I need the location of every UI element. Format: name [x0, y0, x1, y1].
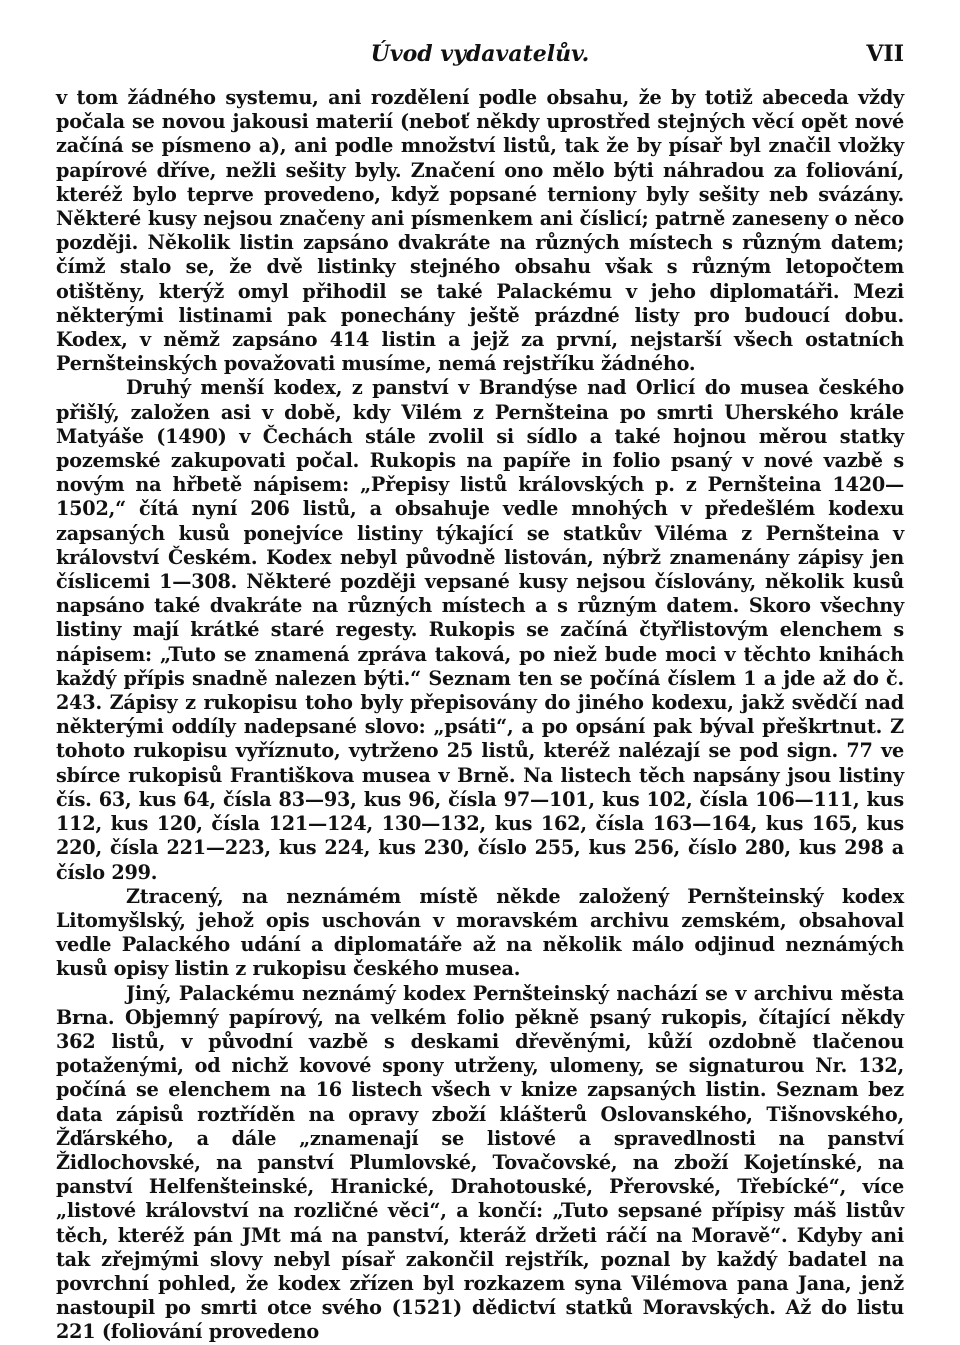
- paragraph-2: Druhý menší kodex, z panství v Brandýse nad Orlicí do musea českého přišlý, založen asi v době, kdy Vilém z Pernšteina po smrti Uherského krále Matyáše (1490) v Čechách stále zvolil si sídlo a také hojnou měrou statky pozemské zakupovati počal. Rukopis na papíře in folio psaný v nové vazbě s novým na hřbetě nápisem: „Přepisy listů královských p. z Pernšteina 1420—1502,“ čítá nyní 206 listů, a obsahuje vedle mnohých v předešlém kodexu zapsaných kusů ponejvíce listiny týkající se statkův Viléma z Pernšteina v království Českém. Kodex nebyl původně listován, nýbrž znamenány zápisy jen číslicemi 1—308. Některé později vepsané kusy nejsou číslovány, několik kusů napsáno také dvakráte na různých místech a s různým datem. Skoro všechny listiny mají krátké staré regesty. Rukopis se začíná čtyřlistovým elenchem s nápisem: „Tuto se znamená zpráva taková, po niež bude moci v těchto knihách každý přípis snadně nalezen býti.“ Seznam ten se počíná číslem 1 a jde až do č. 243. Zápisy z rukopisu toho byly přepisovány do jiného kodexu, jakž svědčí nad některými oddíly nadepsané slovo: „psáti“, a po opsání pak býval přeškrtnut. Z tohoto rukopisu vyříznuto, vytrženo 25 listů, kteréž nalézají se pod sign. 77 ve sbírce rukopisů Františkova musea v Brně. Na listech těch napsány jsou listiny čís. 63, kus 64, čísla 83—93, kus 96, čísla 97—101, kus 102, čísla 106—111, kus 112, kus 120, čísla 121—124, 130—132, kus 162, čísla 163—164, kus 165, kus 220, čísla 221—223, kus 224, kus 230, číslo 255, kus 256, číslo 280, kus 298 a číslo 299.: [56, 376, 904, 884]
- running-head: [56, 36, 904, 72]
- paragraph-1: v tom žádného systemu, ani rozdělení podle obsahu, že by totiž abeceda vždy počala se novou jakousi materií (neboť někdy uprostřed stejných věcí opět nové začíná se písmeno a), ani podle množství listů, tak že by písař byl značil vložky papírové dříve, nežli sešity byly. Značení ono mělo býti náhradou za foliování, kteréž bylo teprve provedeno, když popsané terniony byly sešity neb svázány. Některé kusy nejsou značeny ani písmenkem ani číslicí; patrně zaneseny o něco později. Několik listin zapsáno dvakráte na různých místech s různým datem; čímž stalo se, že dvě listinky stejného obsahu však s různým letopočtem otištěny, kterýž omyl přihodil se také Palackému v jeho diplomatáři. Mezi některými listinami pak ponechány ještě prázdné listy pro budoucí dobu. Kodex, v němž zapsáno 414 listin a jejž za první, nejstarší všech ostatních Pernšteinských považovati musíme, nemá rejstříku žádného.: [56, 86, 904, 376]
- body-text: [56, 86, 904, 1345]
- page-number: VII: [866, 41, 904, 67]
- paragraph-3: Ztracený, na neznámém místě někde založený Pernšteinský kodex Litomyšlský, jehož opis uschován v moravském archivu zemském, obsahoval vedle Palackého udání a diplomatáře až na několik málo odjinud neznámých kusů opisy listin z rukopisu českého musea.: [56, 884, 904, 981]
- running-title: Úvod vydavatelův.: [370, 41, 590, 67]
- paragraph-4: Jiný, Palackému neznámý kodex Pernšteinský nachází se v archivu města Brna. Objemný papírový, na velkém folio pěkně psaný rukopis, čítající někdy 362 listů, v původní vazbě s deskami dřevěnými, kůží ozdobně tlačenou potaženými, od nichž kovové spony utrženy, ulomeny, se signaturou Nr. 132, počíná se elenchem na 16 listech všech v knize zapsaných listin. Seznam bez data zápisů roztříděn na opravy zboží klášterů Oslovanského, Tišnovského, Žďárského, a dále „znamenají se listové a spravedlnosti na panství Židlochovské, na panství Plumlovské, Tovačovské, na zboží Kojetínské, na panství Helfenšteinské, Hranické, Drahotouské, Přerovské, Třebícké“, více „listové království na rozličné věci“, a končí: „Tuto sepsané přípisy máš listův těch, kteréž pán JMt má na panství, kteráž držeti ráčí na Moravě“. Kdyby ani tak zřejmými slovy nebyl písař zakončil rejstřík, poznal by každý badatel na povrchní pohled, že kodex zřízen byl rozkazem syna Vilémova pana Jana, jenž nastoupil po smrti otce svého (1521) dědictví statků Moravských. Až do listu 221 (foliování provedeno: [56, 981, 904, 1344]
